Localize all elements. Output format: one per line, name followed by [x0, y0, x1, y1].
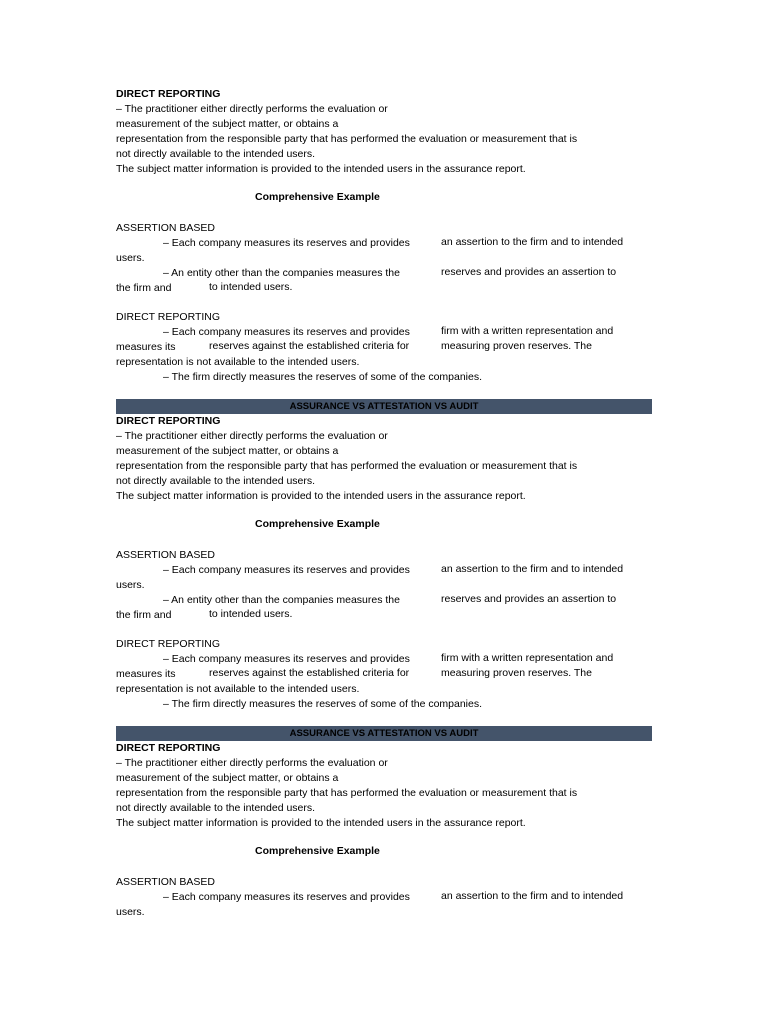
text-line: to intended users. — [209, 608, 293, 620]
text-line: – Each company measures its reserves and provides — [163, 237, 410, 249]
text-line: – The firm directly measures the reserves of some of the companies. — [163, 371, 483, 383]
text-line: not directly available to the intended users. — [116, 475, 316, 487]
text-line: representation is not available to the intended users. — [116, 356, 360, 368]
direct-reporting-subheading: DIRECT REPORTING — [116, 311, 221, 323]
assertion-heading: ASSERTION BASED — [116, 549, 216, 561]
text-line: representation from the responsible party that has performed the evaluation or measurement that is — [116, 133, 578, 145]
example-title: Comprehensive Example — [255, 518, 380, 530]
text-line: – An entity other than the companies measures the — [163, 594, 400, 606]
text-line: reserves and provides an assertion to — [441, 593, 617, 605]
text-line: users. — [116, 252, 145, 264]
text-line: users. — [116, 579, 145, 591]
text-line: reserves against the established criteria for — [209, 667, 410, 679]
text-line: representation from the responsible party that has performed the evaluation or measurement that is — [116, 787, 578, 799]
text-line: reserves and provides an assertion to — [441, 266, 617, 278]
text-line: – The practitioner either directly performs the evaluation or — [116, 103, 388, 115]
section-banner: ASSURANCE VS ATTESTATION VS AUDIT — [116, 399, 652, 414]
text-line: – Each company measures its reserves and provides — [163, 564, 410, 576]
assertion-heading: ASSERTION BASED — [116, 222, 216, 234]
text-line: to intended users. — [209, 281, 293, 293]
text-line: reserves against the established criteria for — [209, 340, 410, 352]
text-line: measurement of the subject matter, or obtains a — [116, 118, 339, 130]
text-line: the firm and — [116, 282, 172, 294]
text-line: – Each company measures its reserves and provides — [163, 653, 410, 665]
assertion-heading: ASSERTION BASED — [116, 876, 216, 888]
text-line: – The practitioner either directly performs the evaluation or — [116, 430, 388, 442]
text-line: representation from the responsible party that has performed the evaluation or measurement that is — [116, 460, 578, 472]
text-line: the firm and — [116, 609, 172, 621]
text-line: – An entity other than the companies measures the — [163, 267, 400, 279]
text-line: firm with a written representation and — [441, 652, 614, 664]
example-title: Comprehensive Example — [255, 845, 380, 857]
direct-reporting-heading: DIRECT REPORTING — [116, 742, 221, 754]
text-line: an assertion to the firm and to intended — [441, 563, 624, 575]
text-line: measurement of the subject matter, or obtains a — [116, 772, 339, 784]
text-line: an assertion to the firm and to intended — [441, 236, 624, 248]
text-line: an assertion to the firm and to intended — [441, 890, 624, 902]
direct-reporting-heading: DIRECT REPORTING — [116, 415, 221, 427]
direct-reporting-heading: DIRECT REPORTING — [116, 88, 221, 100]
text-line: measuring proven reserves. The — [441, 340, 592, 352]
text-line: – The practitioner either directly performs the evaluation or — [116, 757, 388, 769]
section-banner: ASSURANCE VS ATTESTATION VS AUDIT — [116, 726, 652, 741]
direct-reporting-subheading: DIRECT REPORTING — [116, 638, 221, 650]
text-line: representation is not available to the intended users. — [116, 683, 360, 695]
text-line: The subject matter information is provided to the intended users in the assurance report. — [116, 490, 526, 502]
text-line: measuring proven reserves. The — [441, 667, 592, 679]
text-line: measures its — [116, 341, 176, 353]
text-line: The subject matter information is provided to the intended users in the assurance report. — [116, 817, 526, 829]
text-line: measures its — [116, 668, 176, 680]
text-line: The subject matter information is provided to the intended users in the assurance report. — [116, 163, 526, 175]
text-line: – The firm directly measures the reserves of some of the companies. — [163, 698, 483, 710]
text-line: firm with a written representation and — [441, 325, 614, 337]
text-line: users. — [116, 906, 145, 918]
text-line: measurement of the subject matter, or obtains a — [116, 445, 339, 457]
text-line: – Each company measures its reserves and provides — [163, 326, 410, 338]
text-line: not directly available to the intended users. — [116, 148, 316, 160]
text-line: – Each company measures its reserves and provides — [163, 891, 410, 903]
text-line: not directly available to the intended users. — [116, 802, 316, 814]
example-title: Comprehensive Example — [255, 191, 380, 203]
